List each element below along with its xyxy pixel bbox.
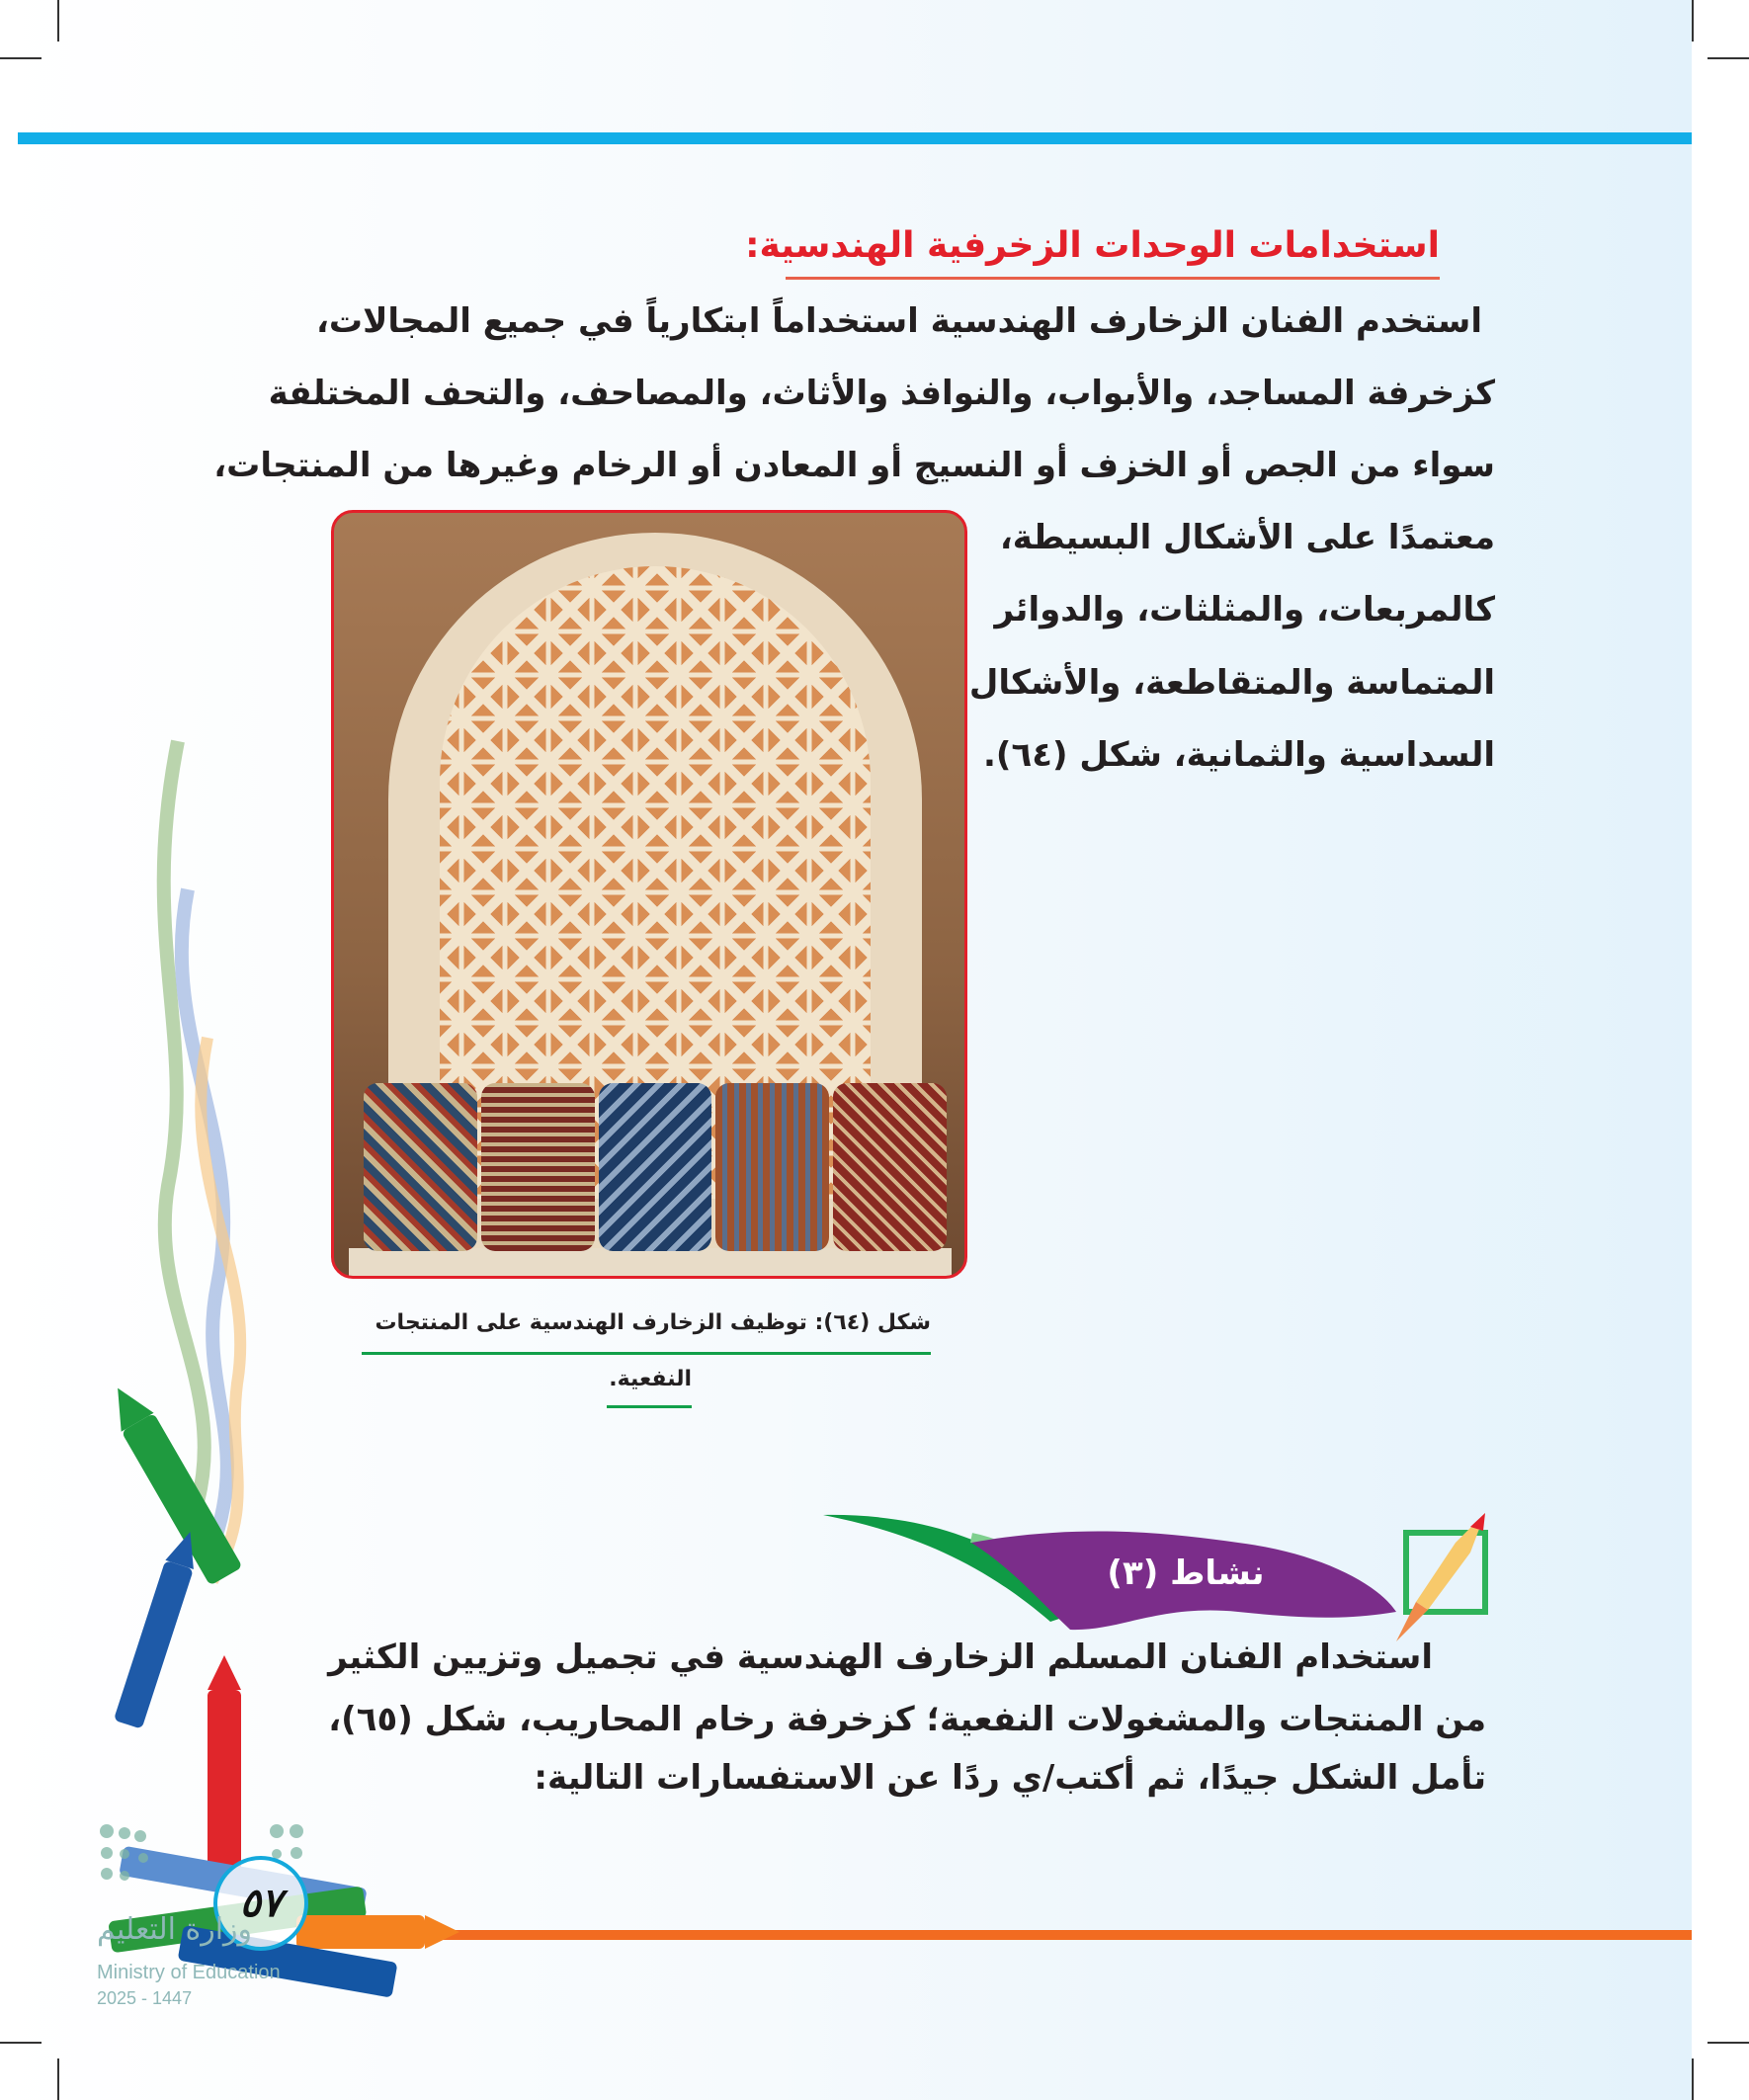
crop-mark [57,2058,59,2100]
crop-mark [0,2042,42,2044]
body-line: كزخرفة المساجد، والأبواب، والنوافذ والأثاث، والمصاحف، والتحف المختلفة [268,374,1495,413]
cushion [715,1083,829,1251]
rocket-tip [1396,1602,1428,1641]
blue-crayon [114,1528,205,1729]
cushion [599,1083,712,1251]
crayons-decoration [0,692,474,2006]
crop-mark [1692,2058,1694,2100]
cushion [481,1083,595,1251]
figure-caption: شكل (٦٤): توظيف الزخارف الهندسية على المنتجات [375,1310,931,1335]
body-line: سواء من الجص أو الخزف أو النسيج أو المعادن أو الرخام وغيرها من المنتجات، [213,446,1495,485]
body-line: استخدم الفنان الزخارف الهندسية استخداماً ابتكارياً في جميع المجالات، [316,301,1482,341]
crop-mark [1707,57,1749,59]
orange-crayon [296,1915,459,1949]
body-line: معتمدًا على الأشكال البسيطة، [999,518,1495,557]
body-line: كالمربعات، والمثلثات، والدوائر [994,590,1495,630]
bottom-accent-bar [435,1930,1692,1940]
crop-mark [0,57,42,59]
body-line: المتماسة والمتقاطعة، والأشكال [968,663,1495,703]
ministry-logo-english: Ministry of Education [97,1962,281,1983]
figure-caption: النفعية. [609,1367,692,1391]
ministry-logo-arabic: وزارة التعليم [97,1912,253,1947]
crop-mark [1692,0,1694,42]
top-accent-bar [18,132,1692,144]
heading-underline [786,277,1440,280]
cushion [833,1083,947,1251]
crop-mark [1707,2042,1749,2044]
body-line: السداسية والثمانية، شكل (٦٤). [982,735,1495,775]
caption-underline [607,1405,692,1408]
activity-title: نشاط (٣) [1107,1554,1265,1593]
activity-line: من المنتجات والمشغولات النفعية؛ كزخرفة رخام المحاريب، شكل (٦٥)، [328,1700,1486,1739]
crop-mark [57,0,59,42]
section-heading: استخدامات الوحدات الزخرفية الهندسية: [745,225,1440,266]
page-number: ٥٧ [213,1856,308,1951]
activity-line: تأمل الشكل جيدًا، ثم أكتب/ي ردًا عن الاستفسارات التالية: [534,1758,1486,1798]
edition-year: 2025 - 1447 [97,1988,193,2008]
red-crayon [208,1655,241,1878]
activity-line: استخدام الفنان المسلم الزخارف الهندسية في تجميل وتزيين الكثير [328,1638,1433,1677]
